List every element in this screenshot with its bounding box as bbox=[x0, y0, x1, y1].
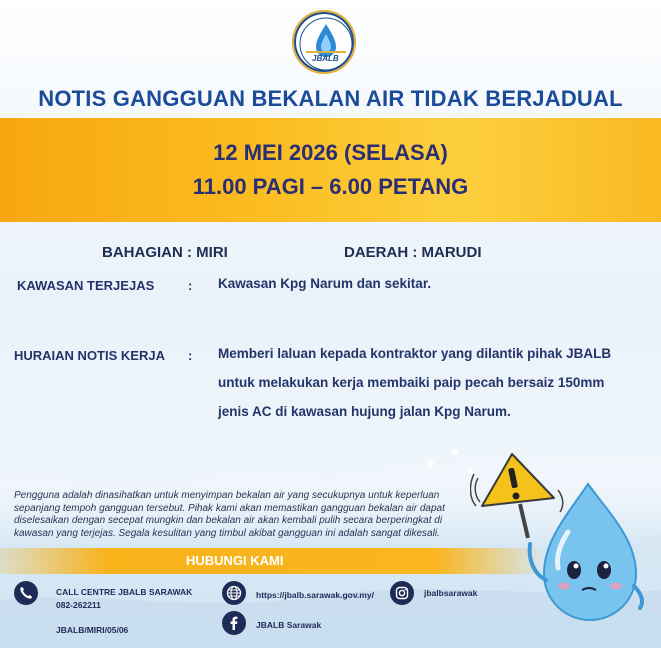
huraian-label: HURAIAN NOTIS KERJA bbox=[14, 348, 165, 363]
contact-title: HUBUNGI KAMI bbox=[186, 553, 284, 568]
bahagian-text: BAHAGIAN : MIRI bbox=[102, 244, 228, 261]
call-centre-number[interactable]: 082-262211 bbox=[56, 600, 101, 610]
huraian-line-3: jenis AC di kawasan hujung jalan Kpg Narum. bbox=[218, 404, 511, 419]
call-centre-label: CALL CENTRE JBALB SARAWAK bbox=[56, 587, 193, 597]
contact-band bbox=[0, 548, 545, 574]
huraian-line-1: Memberi laluan kepada kontraktor yang dilantik pihak JBALB bbox=[218, 346, 612, 361]
date-band bbox=[0, 118, 661, 222]
instagram-handle[interactable]: jbalbsarawak bbox=[424, 588, 478, 598]
instagram-icon bbox=[390, 581, 414, 605]
warning-icon bbox=[470, 454, 562, 538]
kawasan-label: KAWASAN TERJEJAS bbox=[17, 278, 155, 293]
notice-title: NOTIS GANGGUAN BEKALAN AIR TIDAK BERJADUAL bbox=[38, 86, 623, 111]
website-link[interactable]: https://jbalb.sarawak.gov.my/ bbox=[256, 590, 374, 600]
jbalb-logo bbox=[292, 10, 356, 74]
disclaimer-line: sepanjang tempoh gangguan tersebut. Pihak kami akan memastikan gangguan bekalan air dapat bbox=[14, 502, 445, 514]
huraian-colon: : bbox=[188, 348, 193, 363]
kawasan-colon: : bbox=[188, 278, 193, 293]
phone-icon bbox=[14, 581, 38, 605]
notice-time: 11.00 PAGI – 6.00 PETANG bbox=[192, 174, 469, 199]
disclaimer-text bbox=[14, 490, 464, 540]
facebook-link[interactable]: JBALB Sarawak bbox=[256, 620, 322, 630]
disclaimer-line: diselesaikan dengan secepat mungkin dan bekalan air akan kembali pulih secara berperingkat di bbox=[14, 515, 443, 526]
globe-icon bbox=[222, 581, 246, 605]
reference-number: JBALB/MIRI/05/06 bbox=[56, 625, 129, 635]
kawasan-value: Kawasan Kpg Narum dan sekitar. bbox=[218, 276, 432, 291]
droplet-mascot-illustration bbox=[470, 440, 661, 648]
disclaimer-line: kawasan yang terjejas. Segala kesulitan yang timbul akibat gangguan ini adalah sangat dikesali. bbox=[14, 527, 440, 539]
daerah-text: DAERAH : MARUDI bbox=[344, 244, 482, 261]
facebook-icon bbox=[222, 611, 246, 635]
notice-date: 12 MEI 2026 (SELASA) bbox=[213, 140, 448, 165]
logo-caption: JBALB bbox=[312, 54, 339, 63]
disclaimer-line: Pengguna adalah dinasihatkan untuk menyimpan bekalan air yang secukupnya untuk keperluan bbox=[14, 490, 440, 501]
huraian-line-2: untuk melakukan kerja membaiki paip pecah bersaiz 150mm bbox=[218, 375, 605, 390]
